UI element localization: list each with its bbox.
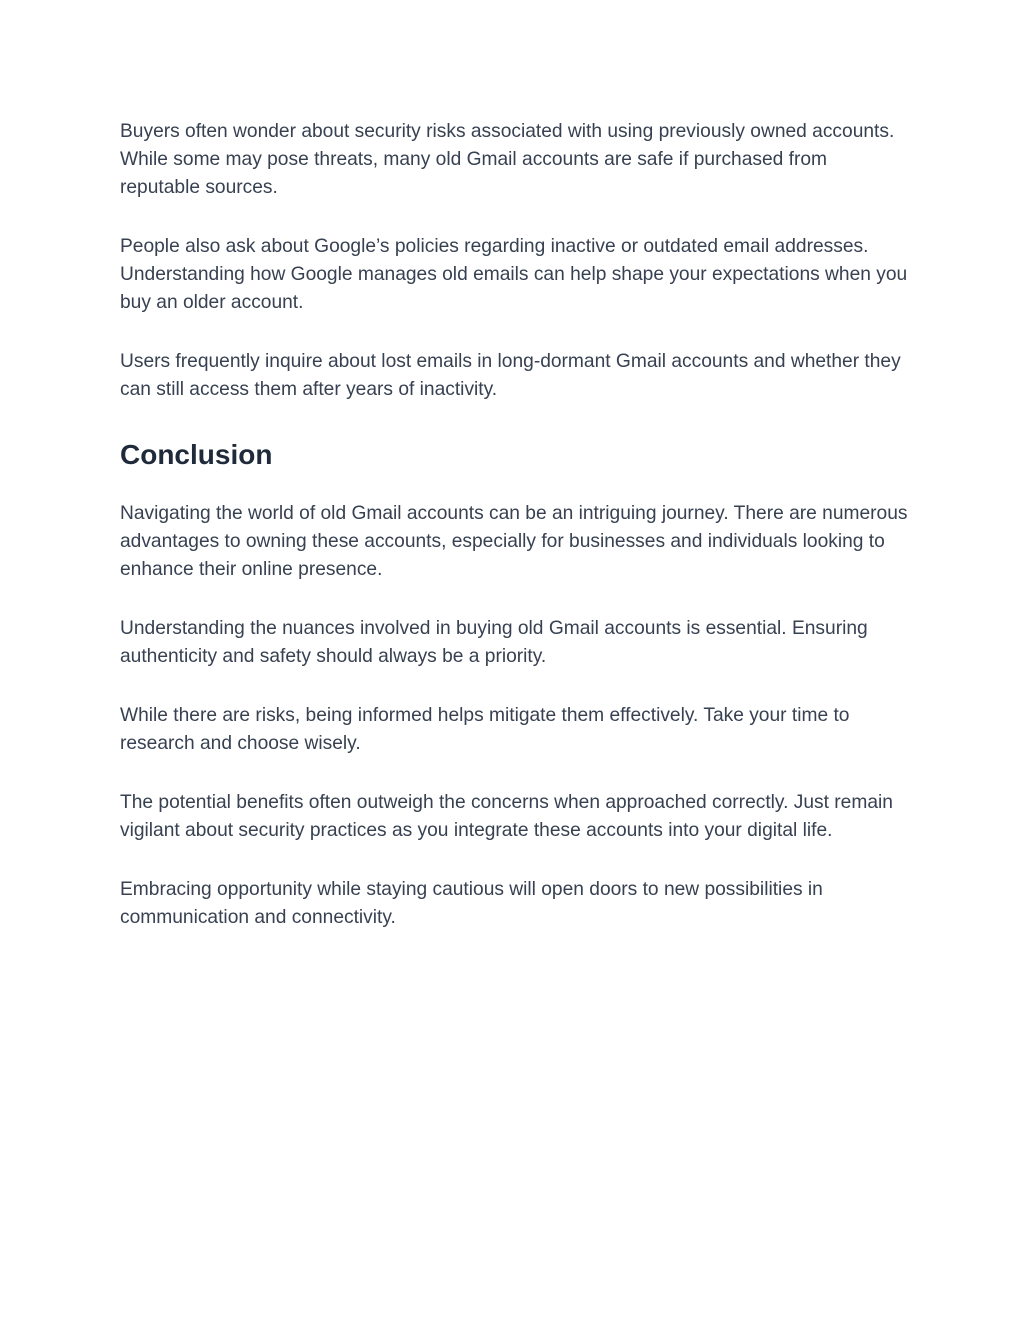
paragraph-benefits: The potential benefits often outweigh the concerns when approached correctly. Just remain vigilant about security practices as you integrate these accounts into your digital life. [120, 792, 893, 841]
paragraph-embracing: Embracing opportunity while staying cautious will open doors to new possibilities in communication and connectivity. [120, 879, 823, 928]
paragraph-lost-emails: Users frequently inquire about lost emails in long-dormant Gmail accounts and whether they can still access them after years of inactivity. [120, 351, 901, 400]
paragraph-nuances: Understanding the nuances involved in buying old Gmail accounts is essential. Ensuring authenticity and safety should always be a priority. [120, 618, 868, 667]
document-page [120, 118, 910, 963]
section-heading-conclusion: Conclusion [120, 439, 273, 470]
paragraph-google-policies: People also ask about Google’s policies regarding inactive or outdated email addresses. Understanding how Google manages old emails can help shape your expectations when you buy an older account. [120, 236, 908, 313]
paragraph-security-risks: Buyers often wonder about security risks associated with using previously owned accounts. While some may pose threats, many old Gmail accounts are safe if purchased from reputable sources. [120, 121, 895, 198]
paragraph-navigating: Navigating the world of old Gmail accounts can be an intriguing journey. There are numerous advantages to owning these accounts, especially for businesses and individuals looking to enhance their online presence. [120, 503, 908, 580]
paragraph-risks: While there are risks, being informed helps mitigate them effectively. Take your time to research and choose wisely. [120, 705, 850, 754]
